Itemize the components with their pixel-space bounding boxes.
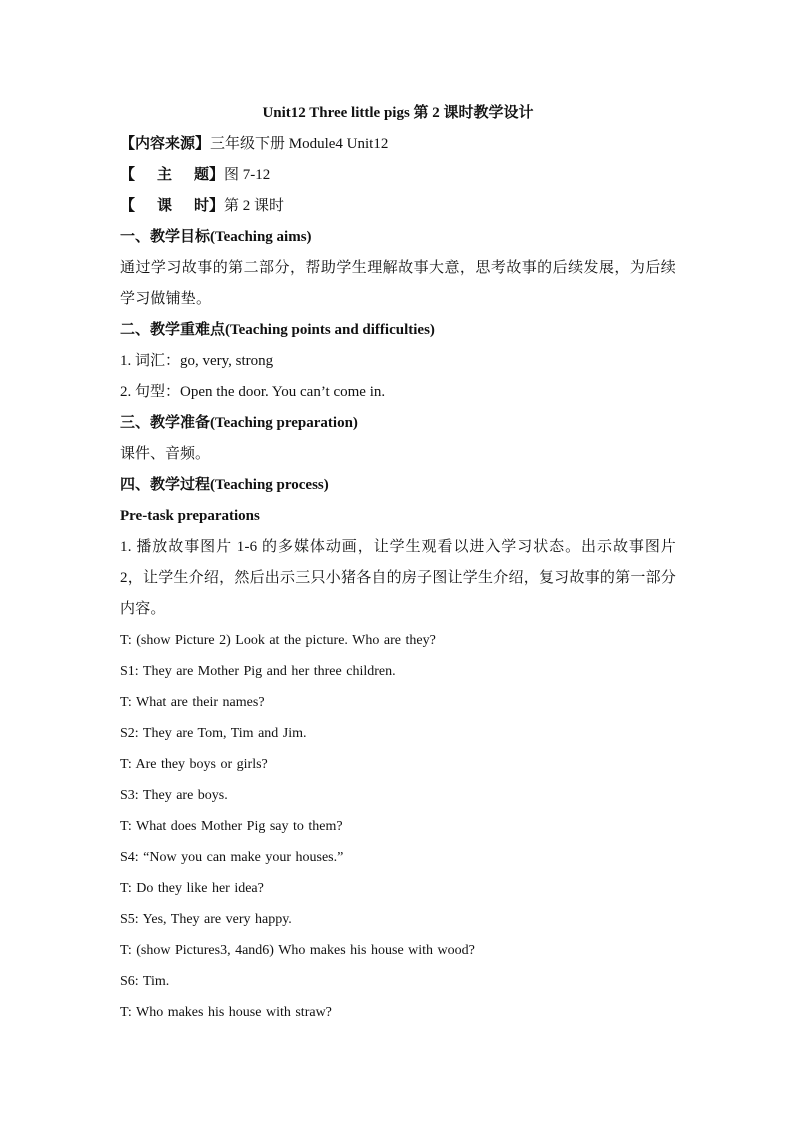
- dialog-line: S6: Tim.: [120, 974, 170, 989]
- dialog-line: S1: They are Mother Pig and her three children.: [120, 664, 396, 679]
- meta-topic-value: 图 7-12: [224, 167, 271, 183]
- section-preparation-paragraph: 课件、音频。: [120, 446, 211, 462]
- section-aims-heading: 一、教学目标(Teaching aims): [120, 229, 312, 245]
- meta-source-line: [120, 129, 676, 160]
- document-content: [120, 98, 676, 1028]
- meta-source-value: 三年级下册 Module4 Unit12: [210, 136, 389, 152]
- dialog-line: S4: “Now you can make your houses.”: [120, 850, 344, 865]
- dialog-line: T: Are they boys or girls?: [120, 757, 268, 772]
- meta-source-label: 【内容来源】: [120, 136, 211, 152]
- meta-period-value: 第 2 课时: [224, 198, 285, 214]
- dialog-line: T: (show Pictures3, 4and6) Who makes his house with wood?: [120, 943, 475, 958]
- section-points-heading: 二、教学重难点(Teaching points and difficulties): [120, 322, 435, 338]
- dialog-line: T: What does Mother Pig say to them?: [120, 819, 343, 834]
- dialog-line: S3: They are boys.: [120, 788, 228, 803]
- section-aims-paragraph: 通过学习故事的第二部分，帮助学生理解故事大意，思考故事的后续发展，为后续学习做铺垫。: [120, 260, 676, 307]
- dialog-line: T: (show Picture 2) Look at the picture. Who are they?: [120, 633, 436, 648]
- meta-period-line: [120, 191, 676, 222]
- meta-topic-label-open: 【主: [120, 167, 195, 183]
- section-points-item-sentence: 2. 句型：Open the door. You can’t come in.: [120, 384, 386, 400]
- dialog-line: T: Do they like her idea?: [120, 881, 264, 896]
- dialog-line: S2: They are Tom, Tim and Jim.: [120, 726, 307, 741]
- meta-topic-label-close: 题】: [194, 167, 225, 183]
- section-points-item-vocab: 1. 词汇：go, very, strong: [120, 353, 274, 369]
- document-title: Unit12 Three little pigs 第 2 课时教学设计: [262, 105, 534, 121]
- dialog-line: S5: Yes, They are very happy.: [120, 912, 292, 927]
- meta-period-label-open: 【课: [120, 198, 195, 214]
- section-preparation-heading: 三、教学准备(Teaching preparation): [120, 415, 358, 431]
- section-process-subheading: Pre-task preparations: [120, 508, 260, 524]
- section-process-heading: 四、教学过程(Teaching process): [120, 477, 329, 493]
- meta-period-label-close: 时】: [194, 198, 225, 214]
- dialog-line: T: What are their names?: [120, 695, 265, 710]
- section-process-paragraph: 1. 播放故事图片 1-6 的多媒体动画，让学生观看以进入学习状态。出示故事图片 2，让学生介绍，然后出示三只小猪各自的房子图让学生介绍，复习故事的第一部分内容。: [120, 539, 676, 617]
- dialog-line: T: Who makes his house with straw?: [120, 1005, 332, 1020]
- meta-topic-line: [120, 160, 676, 191]
